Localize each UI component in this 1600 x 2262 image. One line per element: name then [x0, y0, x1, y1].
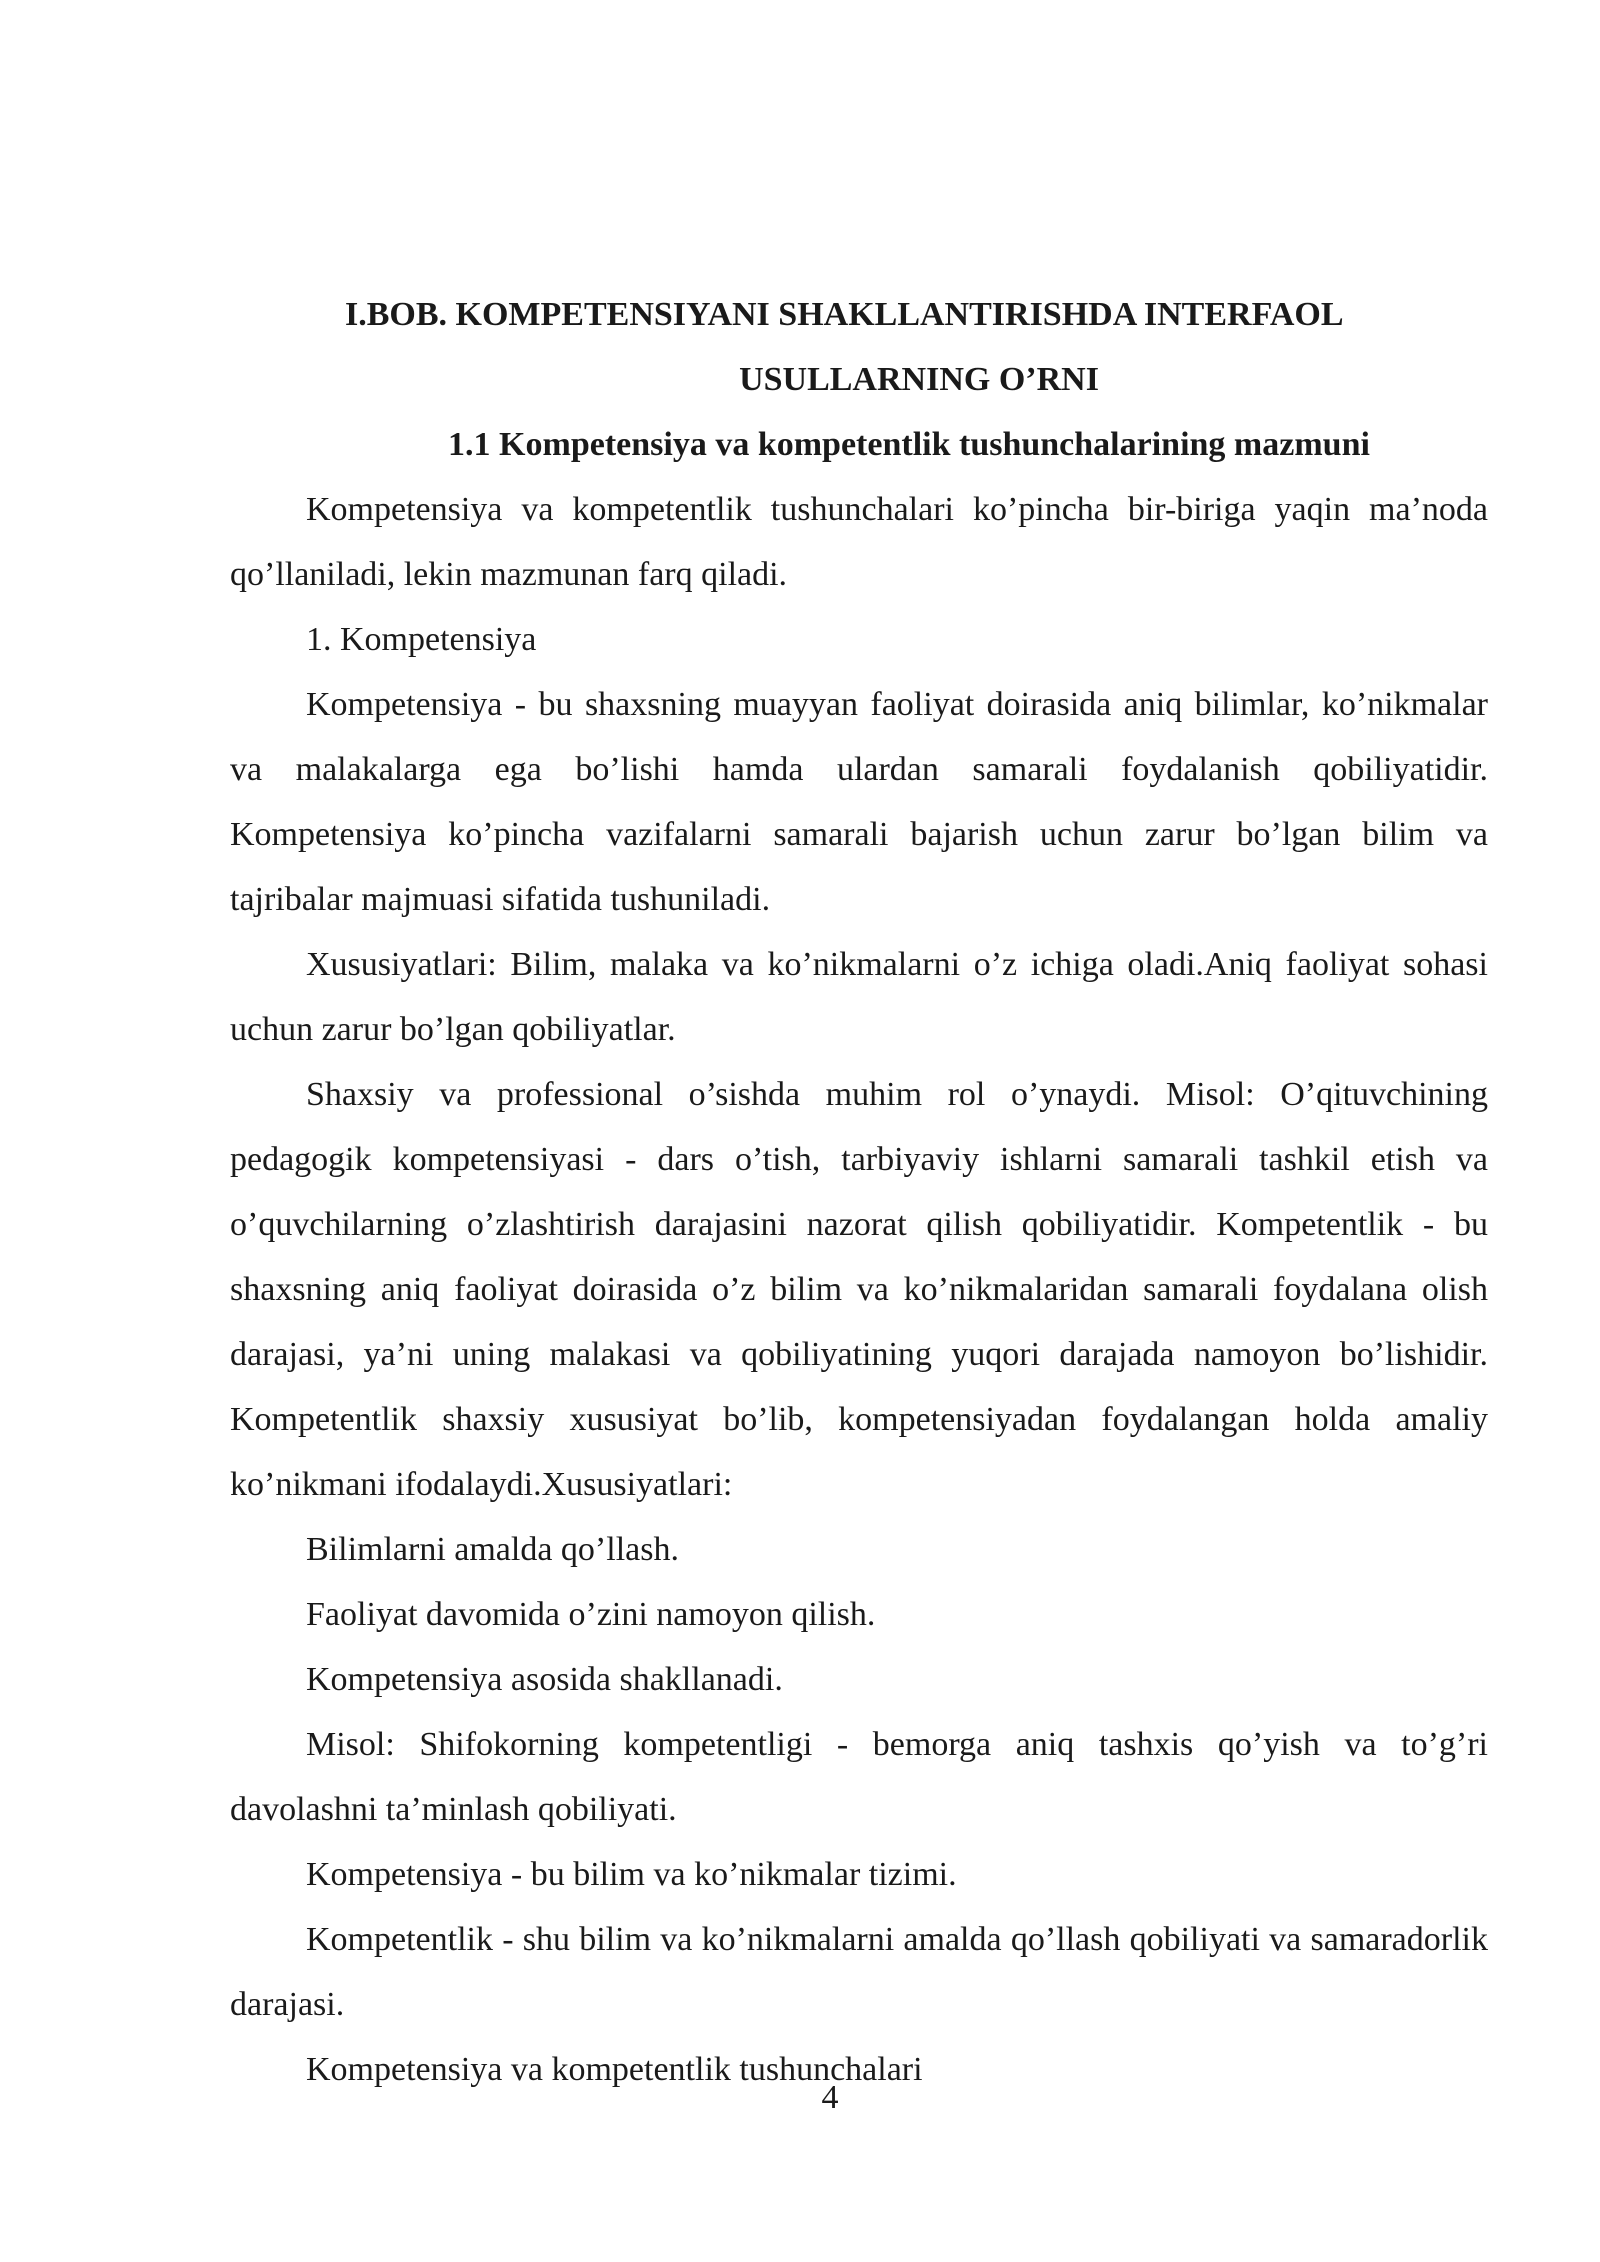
list-item: Bilimlarni amalda qo’llash. — [306, 1531, 679, 1568]
paragraph-intro: Kompetensiya va kompetentlik tushunchalari ko’pincha bir-biriga yaqin ma’noda qo’llaniladi, lekin mazmunan farq qiladi. — [230, 491, 1488, 593]
list-item: Faoliyat davomida o’zini namoyon qilish. — [306, 1596, 876, 1633]
section-title: 1.1 Kompetensiya va kompetentlik tushunchalarining mazmuni — [448, 426, 1370, 463]
chapter-title-line-1: I.BOB. KOMPETENSIYANI SHAKLLANTIRISHDA INTERFAOL — [345, 296, 1344, 333]
paragraph-features: Xususiyatlari: Bilim, malaka va ko’nikmalarni o’z ichiga oladi.Aniq faoliyat sohasi uchun zarur bo’lgan qobiliyatlar. — [230, 946, 1488, 1048]
paragraph-doctor-example: Misol: Shifokorning kompetentligi - bemorga aniq tashxis qo’yish va to’g’ri davolashni ta’minlash qobiliyati. — [230, 1726, 1488, 1828]
list-item: Kompetensiya asosida shakllanadi. — [306, 1661, 783, 1698]
document-page — [230, 282, 1488, 2102]
summary-kompetensiya: Kompetensiya - bu bilim va ko’nikmalar tizimi. — [306, 1856, 957, 1893]
chapter-title-line-2: USULLARNING O’RNI — [739, 361, 1099, 398]
paragraph-example: Shaxsiy va professional o’sishda muhim rol o’ynaydi. Misol: O’qituvchining pedagogik kompetensiyasi - dars o’tish, tarbiyaviy ishlarni samarali tashkil etish va o’quvchilarning o’zlashtirish darajasini nazorat qilish qobiliyatidir. Kompetentlik - bu shaxsning aniq faoliyat doirasida o’z bilim va ko’nikmalaridan samarali foydalana olish darajasi, ya’ni uning malakasi va qobiliyatining yuqori darajada namoyon bo’lishidir. Kompetentlik shaxsiy xususiyat bo’lib, kompetensiyadan foydalangan holda amaliy ko’nikmani ifodalaydi.Xususiyatlari: — [230, 1076, 1488, 1503]
summary-kompetentlik: Kompetentlik - shu bilim va ko’nikmalarni amalda qo’llash qobiliyati va samaradorlik darajasi. — [230, 1921, 1488, 2023]
list-heading-kompetensiya: 1. Kompetensiya — [306, 621, 537, 658]
paragraph-closing: Kompetensiya va kompetentlik tushunchalari — [306, 2051, 923, 2088]
page-number: 4 — [821, 2079, 839, 2116]
paragraph-definition: Kompetensiya - bu shaxsning muayyan faoliyat doirasida aniq bilimlar, ko’nikmalar va malakalarga ega bo’lishi hamda ulardan samarali foydalanish qobiliyatidir. Kompetensiya ko’pincha vazifalarni samarali bajarish uchun zarur bo’lgan bilim va tajribalar majmuasi sifatida tushuniladi. — [230, 686, 1488, 918]
